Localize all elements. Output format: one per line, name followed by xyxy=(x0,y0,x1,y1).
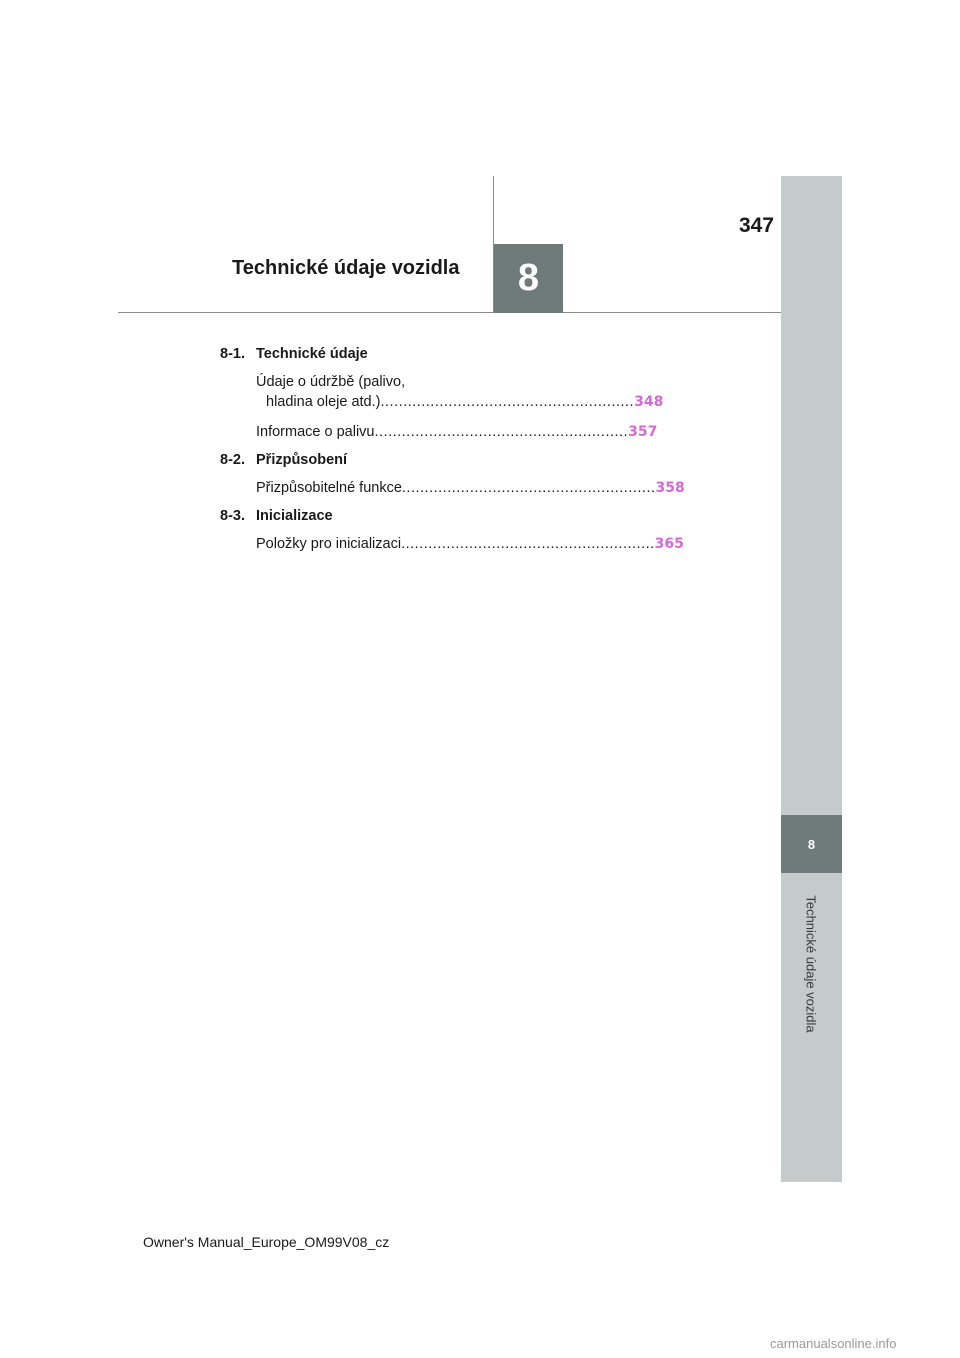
toc-entry-line xyxy=(256,392,664,412)
table-of-contents xyxy=(220,346,685,564)
toc-entry[interactable] xyxy=(220,534,684,554)
toc-section-number: 8-2. xyxy=(220,452,245,468)
toc-section-8-3[interactable] xyxy=(220,508,470,524)
toc-entry-line xyxy=(256,372,470,392)
toc-entry-line xyxy=(256,534,684,554)
side-tab-number: 8 xyxy=(807,836,816,852)
toc-page-link[interactable]: 357 xyxy=(628,424,658,440)
dot-leader: ........................................................ xyxy=(401,480,656,496)
toc-section-title: Inicializace xyxy=(256,508,333,524)
toc-entry-text: Položky pro inicializaci xyxy=(256,536,402,552)
side-tab-label: Technické údaje vozidla xyxy=(803,895,819,1033)
watermark: carmanualsonline.info xyxy=(770,1336,897,1351)
header-horizontal-rule xyxy=(118,312,782,313)
toc-section-number: 8-1. xyxy=(220,346,245,362)
toc-section-title: Technické údaje xyxy=(256,346,368,362)
toc-page-link[interactable]: 358 xyxy=(655,480,685,496)
chapter-number-box xyxy=(494,244,563,313)
toc-entry[interactable] xyxy=(220,478,685,498)
toc-entry-line xyxy=(256,422,658,442)
toc-page-link[interactable]: 365 xyxy=(654,536,684,552)
toc-entry-text: Informace o palivu xyxy=(256,424,375,440)
chapter-number: 8 xyxy=(517,257,540,299)
toc-section-number: 8-3. xyxy=(220,508,245,524)
dot-leader: ........................................................ xyxy=(374,424,629,440)
toc-entry[interactable] xyxy=(220,372,664,412)
toc-entry[interactable] xyxy=(220,422,658,442)
toc-entry-text: Přizpůsobitelné funkce xyxy=(256,480,402,496)
side-chapter-tab[interactable] xyxy=(781,815,842,873)
toc-section-title: Přizpůsobení xyxy=(256,452,348,468)
toc-page-link[interactable]: 348 xyxy=(634,394,664,410)
toc-section-8-2[interactable] xyxy=(220,452,470,468)
dot-leader: ........................................................ xyxy=(380,394,635,410)
toc-section-8-1[interactable] xyxy=(220,346,470,362)
toc-entry-line xyxy=(256,478,685,498)
toc-entry-text: hladina oleje atd.) xyxy=(266,394,381,410)
page-number: 347 xyxy=(738,214,774,237)
toc-entry-text: Údaje o údržbě (palivo, xyxy=(256,374,406,390)
chapter-title: Technické údaje vozidla xyxy=(232,257,460,279)
page-footer: Owner's Manual_Europe_OM99V08_cz xyxy=(143,1234,390,1250)
dot-leader: ........................................................ xyxy=(401,536,655,552)
